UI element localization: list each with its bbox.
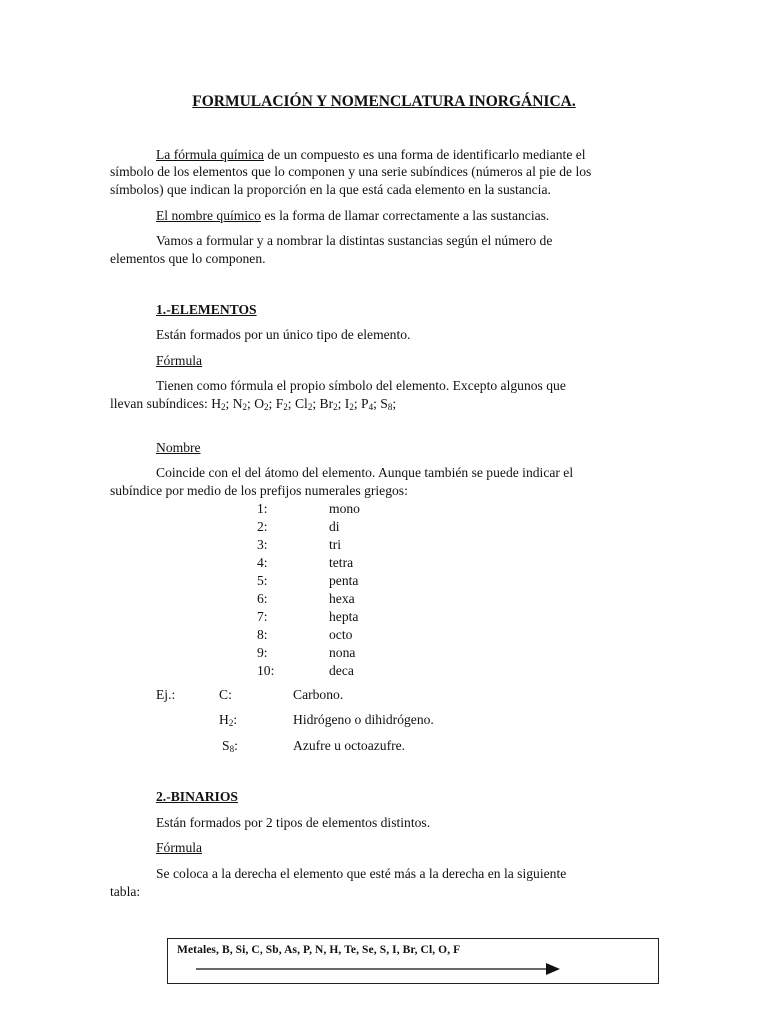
subscript-formula-list: $H_2$; $N_2$; $O_2$; $F_2$; $Cl_2$; $Br_2$; $I_2$; $P_4$; $S_8$; [211, 396, 397, 412]
section-2-formula-line-2: tabla: [110, 884, 141, 899]
electronegativity-series-box [167, 938, 659, 984]
element-formula: $Br_2$ [319, 396, 338, 412]
series-arrow-icon [168, 939, 660, 985]
prefix-word: mono [329, 501, 360, 516]
prefix-number: 10: [257, 663, 275, 678]
section-1-nombre-label: Nombre [156, 440, 201, 455]
prefix-number: 6: [257, 591, 268, 606]
element-formula: $N_2$ [232, 396, 248, 412]
element-formula: $Cl_2$ [294, 396, 313, 412]
formula-text-1: de un compuesto es una forma de identificarlo mediante el [263, 147, 586, 162]
section-2-description: Están formados por 2 tipos de elementos distintos. [156, 815, 431, 830]
formula-line-prefix: llevan subíndices: [110, 396, 212, 411]
section-2-formula-label: Fórmula [156, 840, 203, 855]
nombre-term: El nombre químico [156, 208, 261, 223]
section-1-nombre-line-1: Coincide con el del átomo del elemento. Aunque también se puede indicar el [156, 465, 574, 480]
prefix-number: 4: [257, 555, 268, 570]
section-1-heading: 1.-ELEMENTOS [156, 302, 257, 317]
prefix-word: tetra [329, 555, 354, 570]
examples-label: Ej.: [156, 687, 176, 702]
intro-vamos-line-2: elementos que lo componen. [110, 251, 266, 266]
example-symbol: C: [219, 687, 232, 702]
intro-nombre-paragraph [156, 208, 549, 224]
section-1-formula-label: Fórmula [156, 353, 203, 368]
prefix-number: 2: [257, 519, 268, 534]
intro-formula-paragraph [110, 146, 662, 164]
prefix-number: 9: [257, 645, 268, 660]
intro-vamos-line-1: Vamos a formular y a nombrar la distintas sustancias según el número de [156, 233, 553, 248]
section-1-nombre-line-2: subíndice por medio de los prefijos numerales griegos: [110, 483, 408, 498]
element-formula: $F_2$ [275, 396, 288, 412]
section-1-formula-line-1: Tienen como fórmula el propio símbolo del elemento. Excepto algunos que [156, 378, 566, 393]
prefix-number: 3: [257, 537, 268, 552]
example-symbol: $H_2$: [219, 712, 238, 728]
element-formula: $H_2$ [211, 396, 226, 412]
prefix-word: tri [329, 537, 342, 552]
page-title: FORMULACIÓN Y NOMENCLATURA INORGÁNICA. [192, 93, 576, 110]
formula-text-3: símbolos) que indican la proporción en la que está cada elemento en la sustancia. [110, 182, 551, 197]
prefix-word: nona [329, 645, 356, 660]
formula-text-2: símbolo de los elementos que lo componen y una serie subíndices (números al pie de los [110, 164, 592, 179]
element-formula: $I_2$ [344, 396, 354, 412]
example-name: Carbono. [293, 687, 344, 702]
section-1-description: Están formados por un único tipo de elemento. [156, 327, 411, 342]
prefix-word: deca [329, 663, 354, 678]
nombre-text: es la forma de llamar correctamente a las sustancias. [260, 208, 550, 223]
section-1-formula-line-2 [110, 396, 396, 412]
element-formula: $P_4$ [361, 396, 374, 412]
element-series-row: Metales, B, Si, C, Sb, As, P, N, H, Te, Se, S, I, Br, Cl, O, F [177, 944, 461, 956]
prefix-number: 8: [257, 627, 268, 642]
prefix-word: hexa [329, 591, 355, 606]
section-2-heading: 2.-BINARIOS [156, 789, 238, 804]
element-formula: $O_2$ [254, 396, 269, 412]
prefix-number: 7: [257, 609, 268, 624]
prefix-word: di [329, 519, 340, 534]
prefix-word: hepta [329, 609, 359, 624]
example-symbol: $S_8$: [222, 738, 238, 754]
example-name: Hidrógeno o dihidrógeno. [293, 712, 434, 727]
element-formula: $S_8$ [380, 396, 393, 412]
section-2-formula-line-1: Se coloca a la derecha el elemento que esté más a la derecha en la siguiente [156, 866, 567, 881]
example-name: Azufre u octoazufre. [293, 738, 406, 753]
prefix-number: 5: [257, 573, 268, 588]
prefix-word: octo [329, 627, 353, 642]
prefix-word: penta [329, 573, 359, 588]
formula-term: La fórmula química [156, 147, 264, 162]
prefix-number: 1: [257, 501, 268, 516]
